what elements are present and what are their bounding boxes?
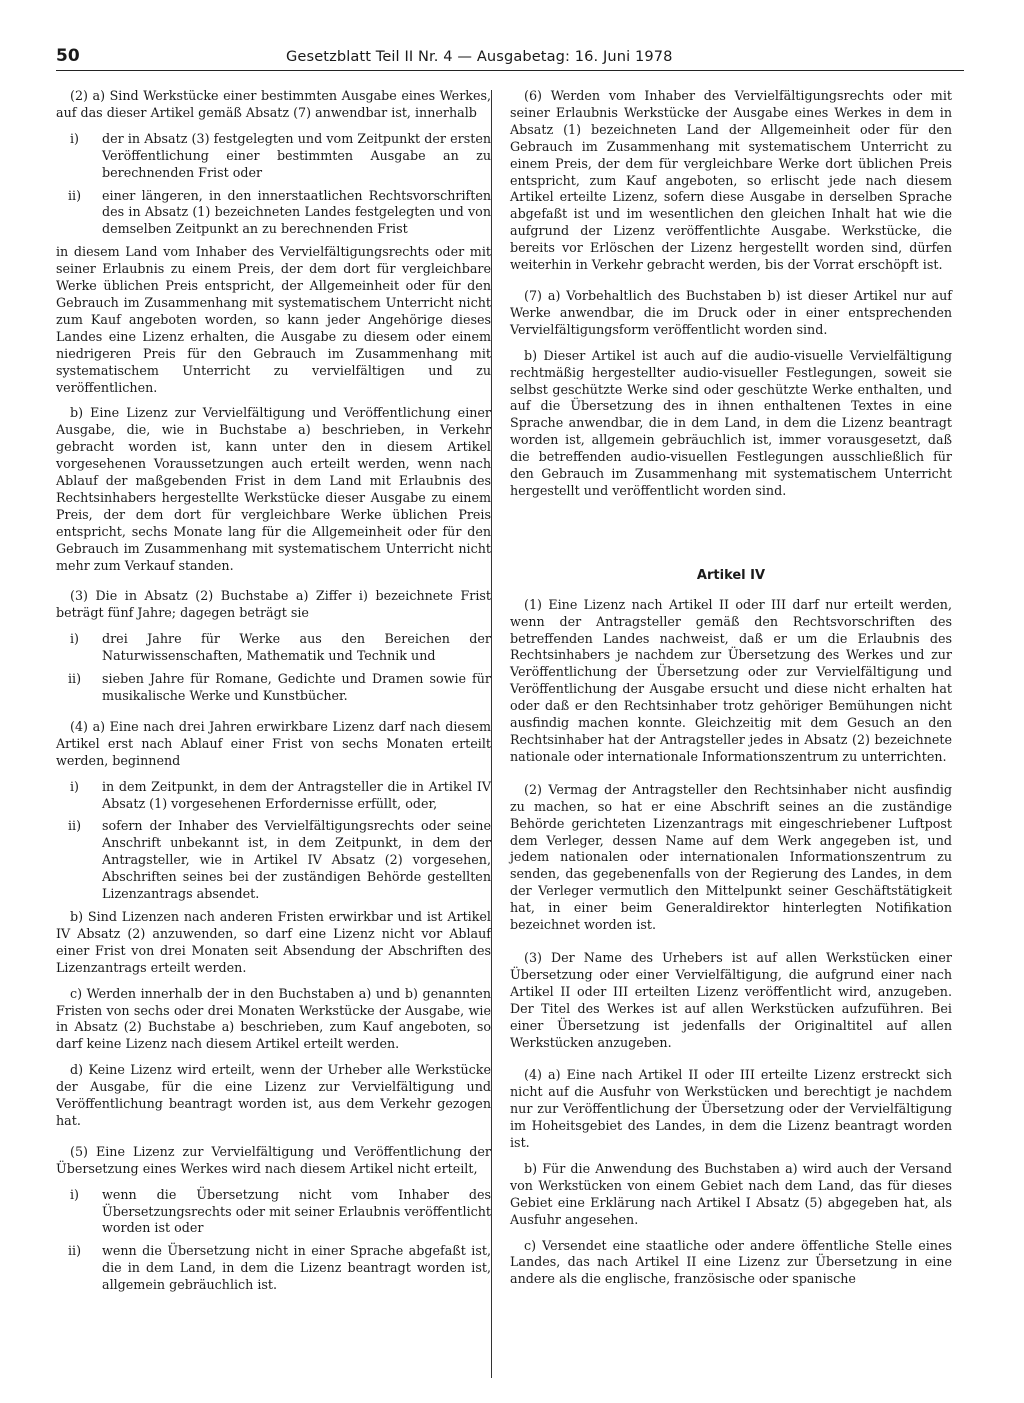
paragraph-4c: c) Werden innerhalb der in den Buchstaben a) und b) genannten Fristen von sechs oder drei Monaten Werkstücke der Ausgabe, wie in Absatz (2) Buchstabe a) beschrieben, zum Kauf angeboten, so darf keine Lizenz nach diesem Artikel erteilt werden. — [56, 985, 491, 1052]
article-4-paragraph-2: (2) Vermag der Antragsteller den Rechtsinhaber nicht ausfindig zu machen, so hat er eine Abschrift seines an die zuständige Behörde gerichteten Lizenzantrags mit eingeschriebener Luftpost dem Verleger, dessen Name auf dem Werk angegeben ist, und jedem nationalen oder internationalen Informationszentrum zu senden, das gegebenenfalls von der Regierung des Landes, in dem der Verleger vermutlich den Mittelpunkt seiner Geschäftstätigkeit hat, in einer beim Generaldirektor hinterlegten Notifikation bezeichnet worden ist. — [510, 781, 952, 933]
article-heading: Artikel IV — [696, 567, 766, 583]
column-divider — [491, 90, 492, 1378]
list-item — [56, 1187, 491, 1238]
list-item-number: i) — [70, 1186, 80, 1202]
article-4-paragraph-4c: c) Versendet eine staatliche oder andere öffentliche Stelle eines Landes, das nach Artikel II eine Lizenz zur Übersetzung in eine andere als die englische, französische oder spanische — [510, 1237, 952, 1287]
paragraph-7a: (7) a) Vorbehaltlich des Buchstaben b) ist dieser Artikel nur auf Werke anwendbar, die im Druck oder in einer entsprechenden Vervielfältigungsform veröffentlicht worden sind. — [510, 287, 952, 337]
list-item — [56, 818, 491, 903]
list-item-number: ii) — [68, 1243, 82, 1259]
list-item-text: drei Jahre für Werke aus den Bereichen der Naturwissenschaften, Mathematik und Technik und — [102, 631, 491, 664]
header-rule — [56, 70, 964, 71]
paragraph-4d: d) Keine Lizenz wird erteilt, wenn der Urheber alle Werkstücke der Ausgabe, für die eine Lizenz zur Vervielfältigung und Veröffentlichung beantragt worden ist, aus dem Verkehr gezogen hat. — [56, 1062, 491, 1128]
list-item-number: ii) — [68, 671, 82, 687]
list-item-number: i) — [70, 130, 80, 146]
article-4-paragraph-1: (1) Eine Lizenz nach Artikel II oder III darf nur erteilt werden, wenn der Antragsteller gemäß den Rechtsvorschriften des betreffenden Landes nachweist, daß er um die Erlaubnis des Rechtsinhabers je nachdem zur Übersetzung des Werkes und zur Veröffentlichung der Übersetzung oder zur Vervielfältigung und Veröffentlichung der Ausgabe ersucht und diese nicht erhalten hat oder daß er den Rechtsinhaber trotz gehöriger Bemühungen nicht ausfindig machen konnte. Gleichzeitig mit dem Gesuch an den Rechtsinhaber hat der Antragsteller jedes in Absatz (2) bezeichnete nationale oder internationale Informationszentrum zu unterrichten. — [510, 596, 952, 764]
list-item — [56, 779, 491, 813]
list-item-number: i) — [70, 778, 80, 794]
list-item-number: ii) — [68, 818, 82, 834]
paragraph-2a-continued: in diesem Land vom Inhaber des Vervielfältigungsrechts oder mit seiner Erlaubnis zu einem Preis, der dem dort für vergleichbare Werke üblichen Preis entspricht, der Allgemeinheit oder für den Gebrauch im Zusammenhang mit systematischem Unterricht nicht zum Kauf angeboten worden, so kann jeder Angehörige dieses Landes eine Lizenz erhalten, die Ausgabe zu diesem oder einem niedrigeren Preis für den Gebrauch im Zusammenhang mit systematischem Unterricht zu vervielfältigen und zu veröffentlichen. — [56, 244, 491, 395]
page-header — [56, 44, 964, 70]
paragraph-4a: (4) a) Eine nach drei Jahren erwirkbare Lizenz darf nach diesem Artikel erst nach Ablauf einer Frist von sechs Monaten erteilt werden, beginnend — [56, 718, 491, 768]
list-item-text: wenn die Übersetzung nicht vom Inhaber des Übersetzungsrechts oder mit seiner Erlaubnis veröffentlicht worden ist oder — [102, 1186, 491, 1236]
article-4-paragraph-4a: (4) a) Eine nach Artikel II oder III erteilte Lizenz erstreckt sich nicht auf die Ausfuhr von Werkstücken und berechtigt je nachdem nur zur Veröffentlichung der Übersetzung oder der Vervielfältigung im Hoheitsgebiet des Landes, in dem die Lizenz beantragt worden ist. — [510, 1067, 952, 1151]
paragraph-3: (3) Die in Absatz (2) Buchstabe a) Ziffer i) bezeichnete Frist beträgt fünf Jahre; dagegen beträgt sie — [56, 588, 491, 621]
list-item-text: sofern der Inhaber des Vervielfältigungsrechts oder seine Anschrift unbekannt ist, in dem Zeitpunkt, in dem der Antragsteller, wie in Artikel IV Absatz (2) vorgesehen, Abschriften seines bei der zuständigen Behörde gestellten Lizenzantrags absendet. — [102, 818, 491, 902]
left-column — [56, 88, 491, 1300]
list-item — [56, 188, 491, 239]
list-item — [56, 631, 491, 665]
right-column — [510, 88, 952, 1297]
list-item — [56, 671, 491, 705]
paragraph-2b: b) Eine Lizenz zur Vervielfältigung und Veröffentlichung einer Ausgabe, die, wie in Buchstabe a) beschrieben, in Verkehr gebracht worden ist, kann unter den in diesem Artikel vorgesehenen Voraussetzungen auch erteilt werden, wenn nach Ablauf der maßgebenden Frist in dem Land mit Erlaubnis des Rechtsinhabers hergestellte Werkstücke dieser Ausgabe zu einem Preis, der dem dort für vergleichbare Werke üblichen Preis entspricht, sechs Monate lang für die Allgemeinheit oder für den Gebrauch im Zusammenhang mit systematischem Unterricht nicht mehr zum Verkauf standen. — [56, 405, 491, 573]
list-item-text: wenn die Übersetzung nicht in einer Sprache abgefaßt ist, die in dem Land, in dem die Lizenz beantragt worden ist, allgemein gebräuchlich ist. — [102, 1243, 491, 1293]
list-item-number: ii) — [68, 187, 82, 203]
running-head: Gesetzblatt Teil II Nr. 4 — Ausgabetag: 16. Juni 1978 — [286, 48, 673, 65]
paragraph-5: (5) Eine Lizenz zur Vervielfältigung und Veröffentlichung der Übersetzung eines Werkes wird nach diesem Artikel nicht erteilt, — [56, 1143, 491, 1176]
paragraph-4b: b) Sind Lizenzen nach anderen Fristen erwirkbar und ist Artikel IV Absatz (2) anzuwenden, so darf eine Lizenz nicht vor Ablauf einer Frist von drei Monaten seit Absendung der Abschriften des Lizenzantrags erteilt werden. — [56, 908, 491, 975]
list-item-text: sieben Jahre für Romane, Gedichte und Dramen sowie für musikalische Werke und Kunstbücher. — [102, 671, 491, 703]
page-number: 50 — [56, 46, 80, 66]
list-item-text: der in Absatz (3) festgelegten und vom Zeitpunkt der ersten Veröffentlichung einer bestimmten Ausgabe an zu berechnenden Frist oder — [102, 130, 491, 180]
article-4-paragraph-3: (3) Der Name des Urhebers ist auf allen Werkstücken einer Übersetzung oder einer Vervielfältigung, die aufgrund einer nach Artikel II oder III erteilten Lizenz veröffentlicht wird, anzugeben. Der Titel des Werkes ist auf allen Werkstücken aufzuführen. Bei einer Übersetzung ist jedenfalls der Originaltitel auf allen Werkstücken anzugeben. — [510, 949, 952, 1050]
list-item-text: einer längeren, in den innerstaatlichen Rechtsvorschriften des in Absatz (1) bezeichneten Landes festgelegten und von demselben Zeitpunkt an zu berechnenden Frist — [102, 187, 491, 237]
paragraph-6: (6) Werden vom Inhaber des Vervielfältigungsrechts oder mit seiner Erlaubnis Werkstücke der Ausgabe eines Werkes in dem in Absatz (1) bezeichneten Land der Allgemeinheit oder für den Gebrauch im Zusammenhang mit systematischem Unterricht zu einem Preis, der dem für vergleichbare Werke dort üblichen Preis entspricht, zum Kauf angeboten, so erlischt jede nach diesem Artikel erteilte Lizenz, sofern diese Ausgabe in derselben Sprache abgefaßt ist und im wesentlichen den gleichen Inhalt hat wie die aufgrund der Lizenz veröffentlichte Ausgabe. Werkstücke, die bereits vor Erlöschen der Lizenz hergestellt worden sind, dürfen weiterhin in Verkehr gebracht werden, bis der Vorrat erschöpft ist. — [510, 88, 952, 273]
paragraph-7b: b) Dieser Artikel ist auch auf die audio-visuelle Vervielfältigung rechtmäßig hergestellter audio-visueller Festlegungen, soweit sie selbst geschützte Werke sind oder geschützte Werke enthalten, und auf die Übersetzung des in ihnen enthaltenen Textes in eine Sprache anwendbar, die in dem Land, in dem die Lizenz beantragt worden ist, allgemein gebräuchlich ist, immer vorausgesetzt, daß die betreffenden audio-visuellen Festlegungen ausschließlich für den Gebrauch im Zusammenhang mit systematischem Unterricht hergestellt und veröffentlicht worden sind. — [510, 347, 952, 498]
article-4-paragraph-4b: b) Für die Anwendung des Buchstaben a) wird auch der Versand von Werkstücken von einem Gebiet nach dem Land, das für dieses Gebiet eine Erklärung nach Artikel I Absatz (5) abgegeben hat, als Ausfuhr angesehen. — [510, 1160, 952, 1227]
paragraph-2a: (2) a) Sind Werkstücke einer bestimmten Ausgabe eines Werkes, auf das dieser Artikel gemäß Absatz (7) anwendbar ist, innerhalb — [56, 88, 491, 120]
list-item-text: in dem Zeitpunkt, in dem der Antragsteller die in Artikel IV Absatz (1) vorgesehenen Erfordernisse erfüllt, oder, — [102, 778, 491, 811]
list-item-number: i) — [70, 631, 80, 647]
list-item — [56, 1243, 491, 1294]
list-item — [56, 131, 491, 182]
